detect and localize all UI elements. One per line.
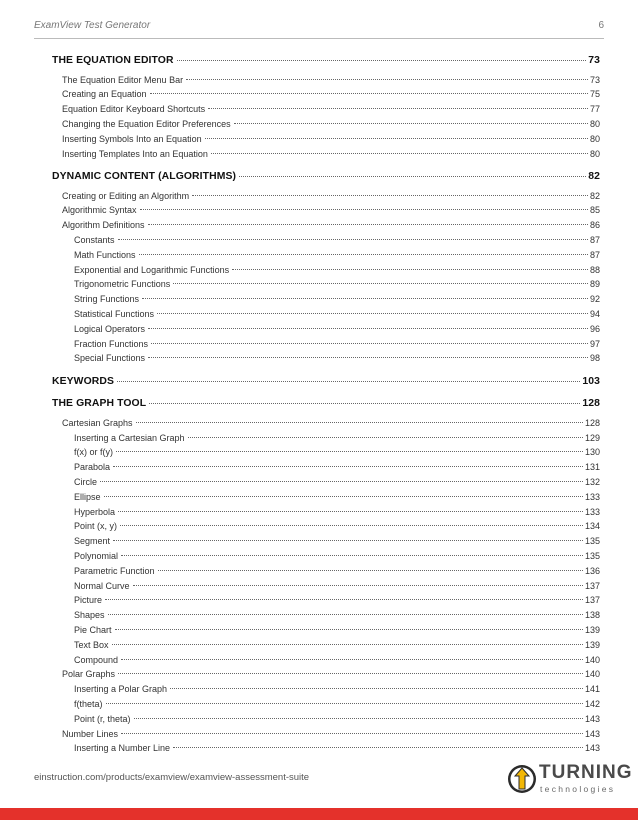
toc-entry-page: 98 <box>589 353 600 364</box>
toc-entry-page: 82 <box>589 190 600 201</box>
dot-leader <box>140 209 588 210</box>
toc-entry-title: Creating or Editing an Algorithm <box>62 190 190 201</box>
toc-entry[interactable] <box>52 220 600 230</box>
toc-entry[interactable] <box>52 149 600 159</box>
dot-leader <box>121 555 583 556</box>
dot-leader <box>120 525 583 526</box>
toc-entry-title: Parametric Function <box>74 565 155 576</box>
toc-entry-page: 143 <box>584 743 600 754</box>
toc-entry-page: 75 <box>589 89 600 100</box>
toc-entry[interactable] <box>52 418 600 428</box>
toc-entry-title: Trigonometric Functions <box>74 279 171 290</box>
dot-leader <box>148 224 588 225</box>
toc-entry-page: 143 <box>584 713 600 724</box>
toc-entry[interactable] <box>52 699 600 709</box>
dot-leader <box>118 511 583 512</box>
toc-entry[interactable] <box>52 235 600 245</box>
dot-leader <box>151 343 588 344</box>
dot-leader <box>136 422 583 423</box>
dot-leader <box>106 703 583 704</box>
dot-leader <box>112 644 583 645</box>
toc-entry-page: 87 <box>589 234 600 245</box>
toc-entry-page: 140 <box>584 669 600 680</box>
toc-entry-title: Polynomial <box>74 551 119 561</box>
toc-entry-page: 139 <box>584 625 600 635</box>
toc-entry[interactable] <box>52 134 600 144</box>
toc-entry-title: Inserting Symbols Into an Equation <box>62 133 202 144</box>
toc-entry-title: THE EQUATION EDITOR <box>52 55 174 66</box>
footer-accent-bar <box>0 808 638 820</box>
toc-entry[interactable] <box>52 625 600 635</box>
toc-entry-title: Constants <box>74 234 115 245</box>
toc-entry[interactable] <box>52 655 600 665</box>
toc-entry-page: 132 <box>584 477 600 487</box>
toc-entry-page: 131 <box>584 462 600 473</box>
toc-entry-title: DYNAMIC CONTENT (ALGORITHMS) <box>52 171 237 182</box>
dot-leader <box>117 381 580 382</box>
toc-entry-page: 89 <box>589 279 600 290</box>
toc-entry-title: Number Lines <box>62 728 119 739</box>
turning-logo-icon <box>507 764 537 794</box>
dot-leader <box>234 123 588 124</box>
toc-entry-page: 128 <box>582 398 600 410</box>
dot-leader <box>104 496 583 497</box>
toc-entry-title: Picture <box>74 595 103 606</box>
toc-entry[interactable] <box>52 536 600 546</box>
footer-url[interactable]: einstruction.com/products/examview/examview-assessment-suite <box>34 772 310 783</box>
toc-entry-title: Creating an Equation <box>62 89 147 100</box>
dot-leader <box>192 195 588 196</box>
toc-entry-title: Changing the Equation Editor Preferences <box>62 118 231 129</box>
dot-leader <box>232 269 588 270</box>
toc-entry[interactable] <box>52 521 600 531</box>
toc-entry-page: 85 <box>589 205 600 216</box>
toc-entry-page: 96 <box>589 323 600 334</box>
toc-entry-page: 73 <box>588 55 600 66</box>
toc-entry[interactable] <box>52 119 600 129</box>
toc-chapter[interactable] <box>52 55 600 66</box>
dot-leader <box>105 599 583 600</box>
toc-entry[interactable] <box>52 250 600 260</box>
toc-entry-title: Point (r, theta) <box>74 713 131 724</box>
toc-entry[interactable] <box>52 492 600 502</box>
toc-entry[interactable] <box>52 610 600 620</box>
toc-entry[interactable] <box>52 566 600 576</box>
toc-entry[interactable] <box>52 89 600 99</box>
toc-entry-title: Special Functions <box>74 353 146 364</box>
toc-entry-title: Compound <box>74 654 119 665</box>
toc-entry-title: Equation Editor Keyboard Shortcuts <box>62 104 206 115</box>
toc-entry-page: 80 <box>589 133 600 144</box>
toc-entry-page: 80 <box>589 118 600 129</box>
document-title: ExamView Test Generator <box>34 20 151 31</box>
toc-entry-title: Inserting a Cartesian Graph <box>74 432 185 443</box>
dot-leader <box>113 466 583 467</box>
toc-entry[interactable] <box>52 324 600 334</box>
toc-entry-title: Shapes <box>74 610 105 621</box>
toc-entry[interactable] <box>52 447 600 457</box>
dot-leader <box>113 540 583 541</box>
toc-entry-title: Text Box <box>74 639 109 650</box>
toc-entry-title: Normal Curve <box>74 580 130 591</box>
toc-entry-page: 128 <box>584 417 600 428</box>
toc-entry-title: The Equation Editor Menu Bar <box>62 74 184 85</box>
toc-entry-title: Fraction Functions <box>74 338 149 349</box>
toc-entry-page: 142 <box>584 699 600 709</box>
toc-entry[interactable] <box>52 75 600 85</box>
toc-entry-title: Point (x, y) <box>74 521 118 532</box>
toc-chapter[interactable] <box>52 398 600 409</box>
dot-leader <box>208 108 588 109</box>
toc-entry-page: 92 <box>589 294 600 305</box>
toc-entry[interactable] <box>52 462 600 472</box>
toc-entry-page: 86 <box>589 220 600 231</box>
dot-leader <box>173 283 588 284</box>
toc-entry[interactable] <box>52 433 600 443</box>
dot-leader <box>116 451 583 452</box>
toc-entry[interactable] <box>52 205 600 215</box>
page-number: 6 <box>598 20 604 31</box>
dot-leader <box>149 403 580 404</box>
toc-entry-title: Parabola <box>74 462 111 473</box>
turning-technologies-logo <box>507 762 633 798</box>
toc-entry-title: Algorithm Definitions <box>62 220 145 231</box>
toc-entry[interactable] <box>52 581 600 591</box>
toc-entry[interactable] <box>52 309 600 319</box>
toc-entry-page: 130 <box>584 447 600 458</box>
toc-entry-page: 77 <box>589 104 600 115</box>
dot-leader <box>115 629 583 630</box>
dot-leader <box>157 313 588 314</box>
toc-entry[interactable] <box>52 551 600 561</box>
toc-entry-page: 137 <box>584 580 600 591</box>
dot-leader <box>148 357 588 358</box>
toc-entry-title: KEYWORDS <box>52 375 114 387</box>
toc-entry-page: 140 <box>584 654 600 665</box>
toc-entry[interactable] <box>52 265 600 275</box>
toc-entry[interactable] <box>52 743 600 753</box>
toc-entry-title: f(theta) <box>74 699 103 709</box>
dot-leader <box>142 298 588 299</box>
toc-entry-title: Pie Chart <box>74 625 112 635</box>
toc-entry-page: 135 <box>584 536 600 547</box>
toc-entry-title: Cartesian Graphs <box>62 417 133 428</box>
toc-entry-title: Logical Operators <box>74 323 146 334</box>
toc-entry-page: 87 <box>589 249 600 260</box>
toc-entry[interactable] <box>52 640 600 650</box>
toc-entry-page: 82 <box>588 171 600 182</box>
toc-entry-title: Inserting a Polar Graph <box>74 684 168 695</box>
toc-entry-page: 139 <box>584 639 600 650</box>
toc-entry[interactable] <box>52 353 600 363</box>
toc-entry-page: 88 <box>589 264 600 275</box>
toc-entry-page: 133 <box>584 506 600 517</box>
toc-entry-page: 103 <box>582 375 600 387</box>
toc-entry-title: Hyperbola <box>74 506 116 517</box>
toc-entry-title: Statistical Functions <box>74 308 155 319</box>
dot-leader <box>118 673 583 674</box>
dot-leader <box>186 79 588 80</box>
toc-entry-title: Circle <box>74 477 98 487</box>
toc-entry[interactable] <box>52 684 600 694</box>
toc-entry-title: Exponential and Logarithmic Functions <box>74 264 230 275</box>
toc-entry-page: 141 <box>584 684 600 695</box>
toc-entry-title: Inserting a Number Line <box>74 743 171 754</box>
toc-entry-page: 136 <box>584 565 600 576</box>
logo-sub-text: technologies <box>540 784 616 794</box>
dot-leader <box>108 614 583 615</box>
toc-entry-title: Math Functions <box>74 249 136 260</box>
toc-entry-page: 138 <box>584 610 600 621</box>
toc-entry-title: Segment <box>74 536 111 547</box>
dot-leader <box>121 733 583 734</box>
toc-entry-page: 133 <box>584 491 600 502</box>
dot-leader <box>177 60 587 61</box>
toc-entry[interactable] <box>52 507 600 517</box>
dot-leader <box>239 176 586 177</box>
toc-entry-page: 94 <box>589 308 600 319</box>
toc-entry[interactable] <box>52 669 600 679</box>
dot-leader <box>188 437 583 438</box>
toc-entry[interactable] <box>52 595 600 605</box>
toc-entry-page: 80 <box>589 148 600 159</box>
dot-leader <box>139 254 588 255</box>
toc-entry-title: String Functions <box>74 294 140 305</box>
toc-chapter[interactable] <box>52 376 600 387</box>
toc-entry-page: 143 <box>584 728 600 739</box>
toc-entry[interactable] <box>52 339 600 349</box>
page-header <box>34 20 604 36</box>
logo-brand-text: TURNING <box>539 762 633 783</box>
toc-entry[interactable] <box>52 729 600 739</box>
dot-leader <box>211 153 588 154</box>
dot-leader <box>173 747 583 748</box>
dot-leader <box>118 239 588 240</box>
dot-leader <box>158 570 583 571</box>
dot-leader <box>148 328 588 329</box>
dot-leader <box>134 718 583 719</box>
toc-entry[interactable] <box>52 294 600 304</box>
toc-entry[interactable] <box>52 279 600 289</box>
toc-entry[interactable] <box>52 104 600 114</box>
toc-entry-title: f(x) or f(y) <box>74 447 113 458</box>
toc-entry-page: 134 <box>584 521 600 532</box>
toc-entry-page: 137 <box>584 595 600 606</box>
toc-entry-page: 129 <box>584 432 600 443</box>
header-divider <box>34 38 604 39</box>
toc-entry-title: Ellipse <box>74 491 101 502</box>
toc-entry[interactable] <box>52 477 600 487</box>
dot-leader <box>205 138 588 139</box>
toc-chapter[interactable] <box>52 171 600 182</box>
dot-leader <box>133 585 583 586</box>
toc-entry-title: Polar Graphs <box>62 669 116 680</box>
toc-entry-page: 97 <box>589 338 600 349</box>
toc-entry-page: 73 <box>589 74 600 85</box>
toc-entry[interactable] <box>52 714 600 724</box>
toc-entry[interactable] <box>52 191 600 201</box>
dot-leader <box>121 659 583 660</box>
toc-entry-title: THE GRAPH TOOL <box>52 398 147 410</box>
dot-leader <box>150 93 588 94</box>
dot-leader <box>100 481 583 482</box>
toc-entry-title: Algorithmic Syntax <box>62 205 137 216</box>
dot-leader <box>170 688 583 689</box>
toc-entry-page: 135 <box>584 551 600 561</box>
toc-entry-title: Inserting Templates Into an Equation <box>62 148 208 159</box>
